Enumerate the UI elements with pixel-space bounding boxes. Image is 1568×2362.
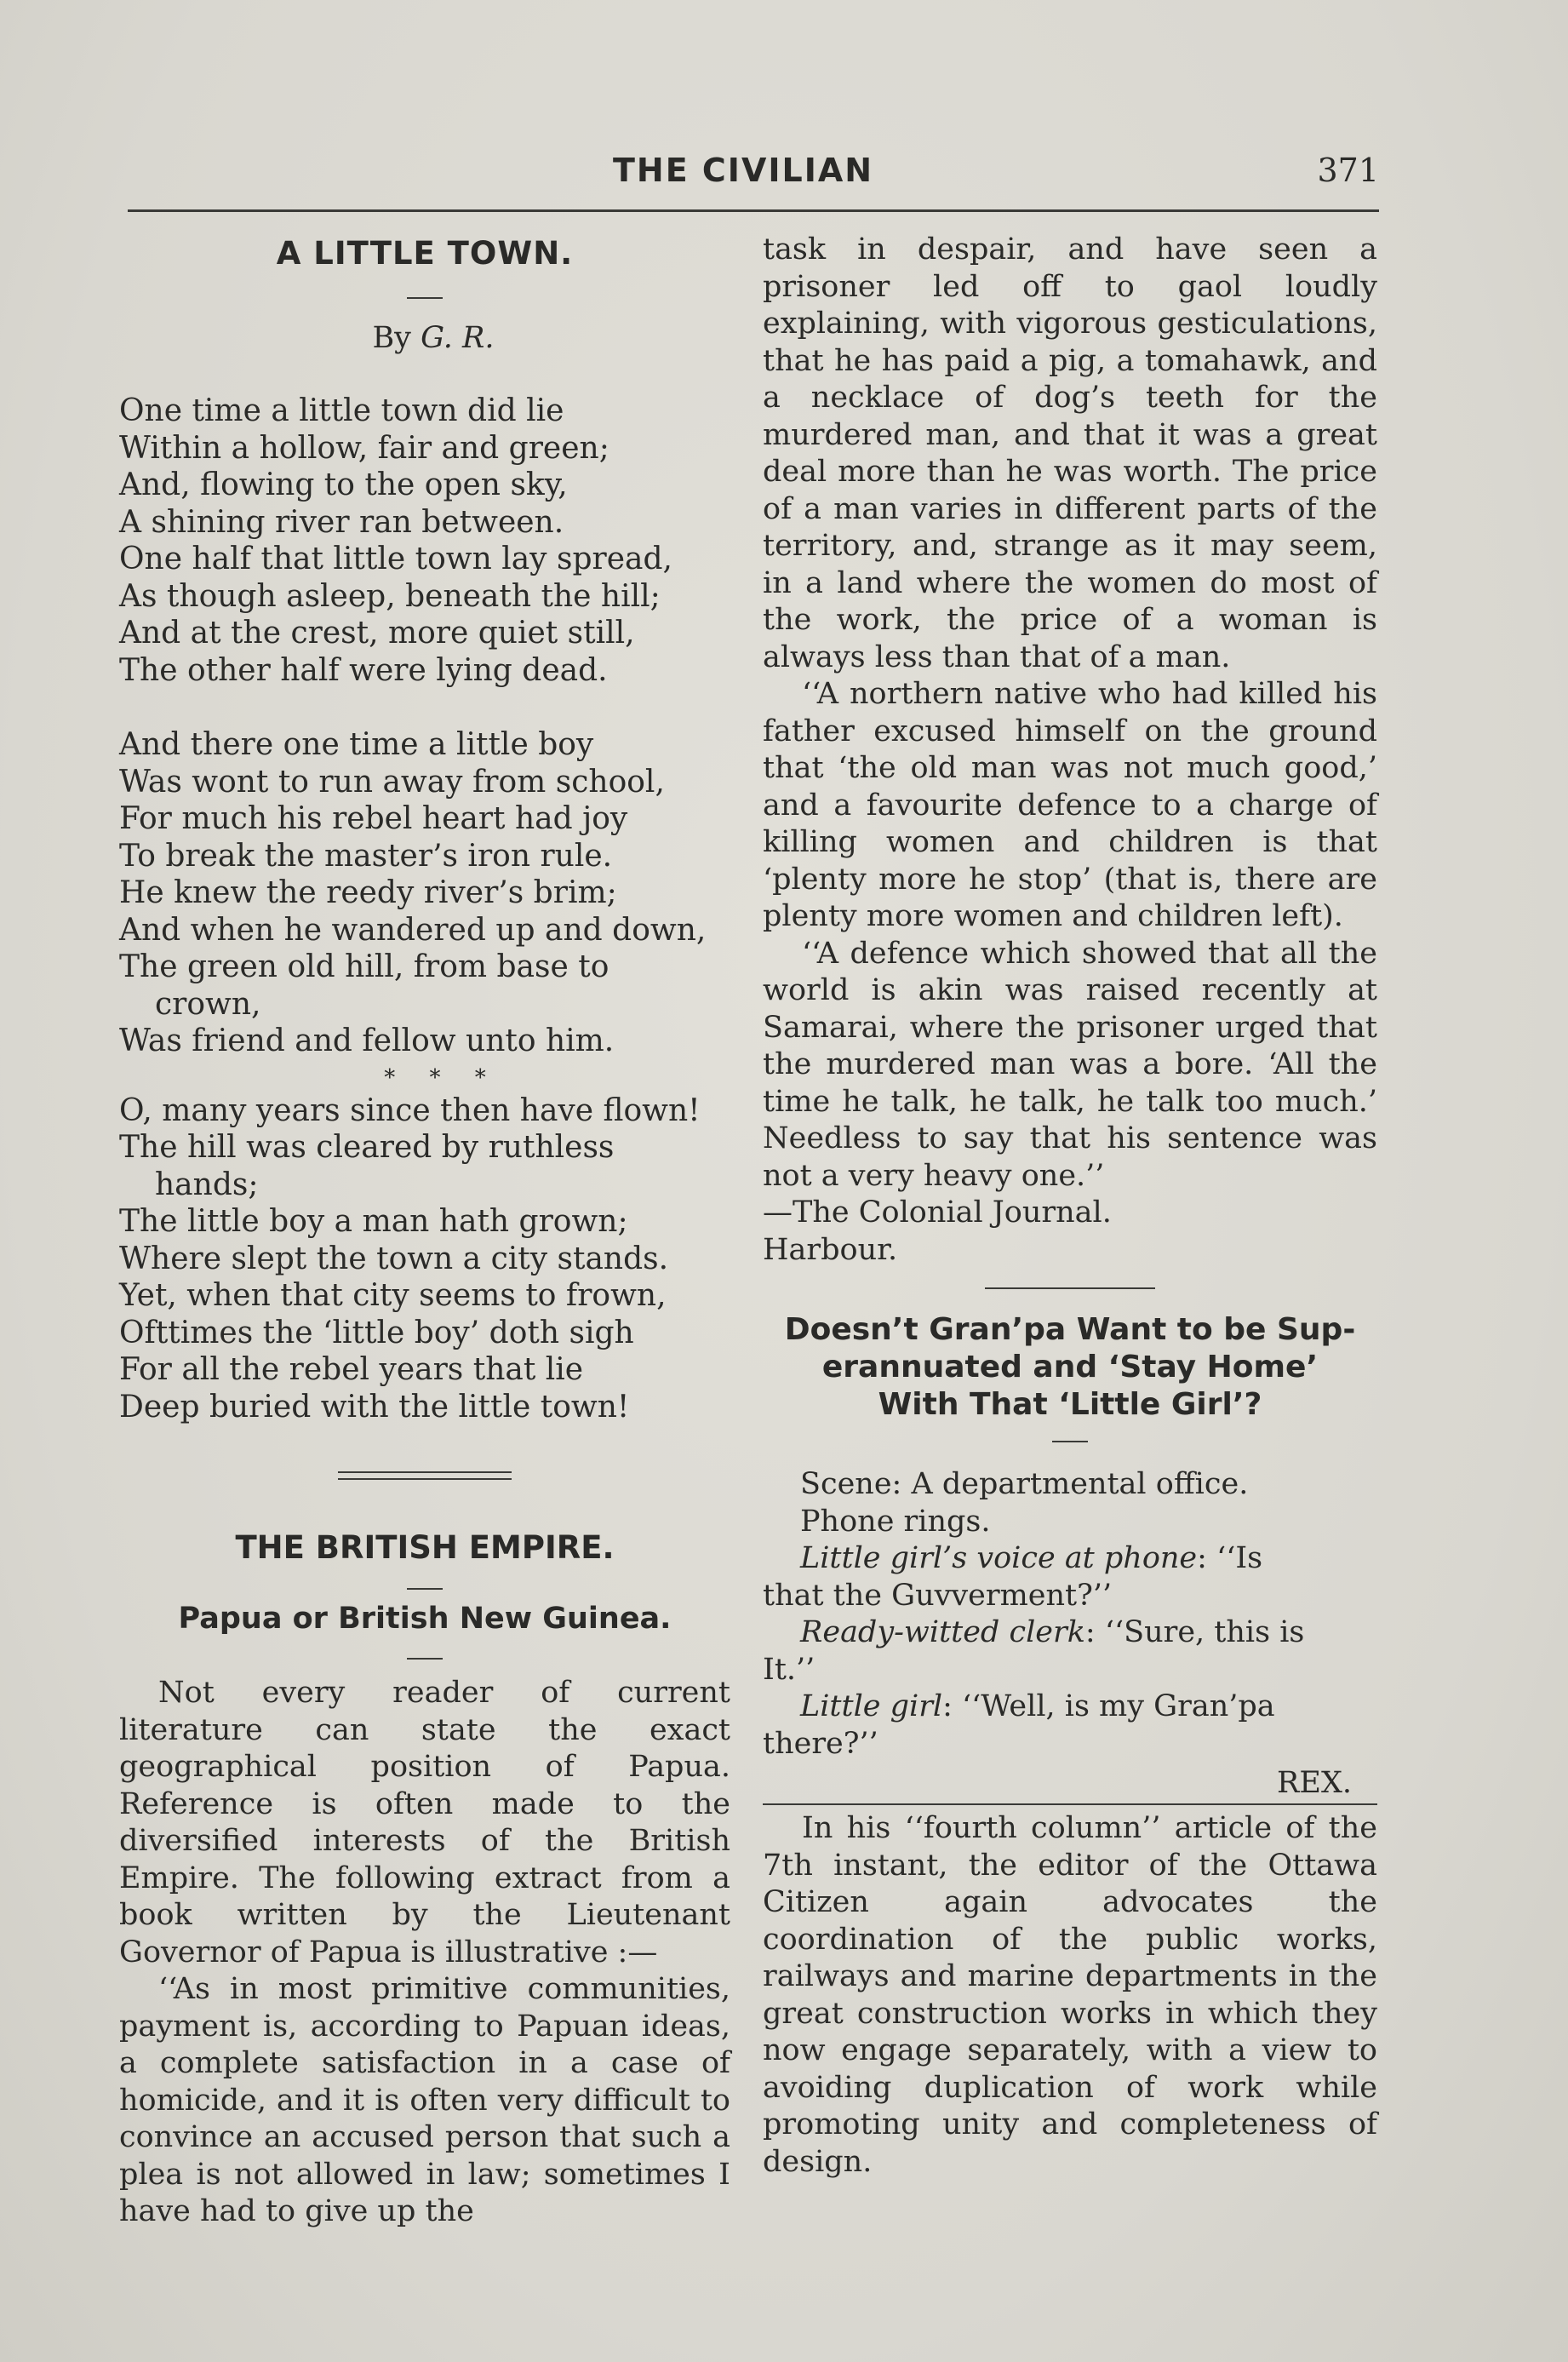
granpa-title-line-1: Doesn’t Gran’pa Want to be Sup-	[784, 1312, 1356, 1347]
granpa-dialogue	[763, 1466, 1377, 1763]
poem-line: Yet, when that city seems to frown,	[119, 1278, 667, 1313]
poem-line: Ofttimes the ‘little boy’ doth sigh	[119, 1315, 634, 1350]
poem-line: Was friend and fellow unto him.	[119, 1023, 615, 1058]
right-column	[763, 232, 1377, 2181]
asterism-divider: * * *	[384, 1064, 500, 1091]
poem-line: hands;	[155, 1167, 259, 1202]
poem-line: He knew the reedy river’s brim;	[119, 875, 617, 910]
scene-line: Scene: A departmental office.	[800, 1467, 1249, 1501]
clerk-label: Ready-witted clerk	[800, 1615, 1085, 1649]
poem-line: Where slept the town a city stands.	[119, 1241, 669, 1276]
running-title: THE CIVILIAN	[613, 152, 874, 189]
granpa-title-rule	[1052, 1441, 1088, 1442]
poem-line: Deep buried with the little town!	[119, 1389, 630, 1425]
poem-line: crown,	[155, 986, 261, 1022]
girl-label-2: Little girl	[800, 1689, 943, 1723]
running-head	[128, 152, 1379, 192]
poem-stanza-2	[119, 726, 730, 1060]
poem-line: As though asleep, beneath the hill;	[119, 578, 661, 614]
byline-prefix: By	[372, 321, 411, 355]
poem-byline	[119, 321, 730, 355]
poem-line: For all the rebel years that lie	[119, 1352, 584, 1387]
empire-source: —The Colonial Journal.	[763, 1195, 1112, 1230]
girl-line-1	[800, 1540, 1377, 1578]
signature-rule	[763, 1803, 1377, 1805]
empire-place: Harbour.	[763, 1232, 898, 1267]
poem-line: Was wont to run away from school,	[119, 764, 665, 800]
poem-line: And when he wandered up and down,	[119, 912, 707, 948]
poem-line: One time a little town did lie	[119, 393, 564, 428]
poem-line: The green old hill, from base to	[119, 949, 609, 984]
article-divider	[985, 1287, 1155, 1289]
girl-line-2b: there?’’	[763, 1726, 878, 1761]
poem-line: The hill was cleared by ruthless	[119, 1130, 615, 1165]
phone-line: Phone rings.	[800, 1504, 991, 1539]
poem-line: To break the master’s iron rule.	[119, 838, 613, 874]
poem-line: For much his rebel heart had joy	[119, 801, 628, 836]
empire-para-2-left: ‘‘As in most primitive communities, payment is, according to Papuan ideas, a complete satisfaction in a case of homicide, and it is often very difficult to convince an accused person that such a plea is not allowed in law; sometimes I have had to give up the	[119, 1972, 730, 2228]
byline-author: G. R.	[421, 321, 495, 355]
poem-stanza-3	[119, 1092, 730, 1426]
granpa-title-line-2: erannuated and ‘Stay Home’	[821, 1350, 1319, 1385]
empire-title-rule	[407, 1588, 443, 1590]
clerk-line	[800, 1614, 1377, 1652]
girl-line-1b: that the Guvverment?’’	[763, 1578, 1113, 1613]
poem-stanza-1	[119, 393, 730, 689]
girl-text-1: : ‘‘Is	[1197, 1541, 1263, 1575]
poem-title: A LITTLE TOWN.	[276, 235, 574, 272]
girl-label-1: Little girl’s voice at phone	[800, 1541, 1198, 1575]
poem-line: A shining river ran between.	[119, 504, 564, 540]
title-rule	[407, 297, 443, 299]
granpa-title	[763, 1311, 1377, 1424]
girl-text-2: : ‘‘Well, is my Gran’pa	[942, 1689, 1275, 1723]
clerk-line-b: It.’’	[763, 1652, 815, 1687]
poem-line: One half that little town lay spread,	[119, 542, 672, 576]
poem-line: The other half were lying dead.	[119, 652, 608, 688]
poem-line: And at the crest, more quiet still,	[119, 616, 635, 651]
empire-para-2-right: task in despair, and have seen a prisoner led off to gaol loudly explaining, with vigorous gesticulations, that he has paid a pig, a tomahawk, and a necklace of dog’s teeth for the murdered man, and that it was a great deal more than he was worth. The price of a man varies in different parts of the territory, and, strange as it may seem, in a land where the women do most of the work, the price of a woman is always less than that of a man.	[763, 232, 1377, 674]
signature: REX.	[1277, 1766, 1352, 1800]
header-rule	[128, 209, 1379, 212]
girl-line-2	[800, 1688, 1377, 1726]
empire-title: THE BRITISH EMPIRE.	[235, 1529, 615, 1566]
left-column	[119, 232, 730, 2231]
clerk-text: : ‘‘Sure, this is	[1084, 1615, 1305, 1649]
empire-subtitle-rule	[407, 1658, 443, 1660]
empire-para-3: ‘‘A northern native who had killed his father excused himself on the ground that ‘the old man was not much good,’ and a favourite defence to a charge of killing women and children is that ‘plenty more he stop’ (that is, there are plenty more women and children left).	[763, 677, 1377, 933]
page-number: 371	[1317, 152, 1379, 189]
poem-line: And there one time a little boy	[119, 727, 594, 762]
poem-line: O, many years since then have flown!	[119, 1092, 701, 1128]
section-double-rule	[338, 1471, 512, 1480]
poem-line: The little boy a man hath grown;	[119, 1204, 628, 1239]
granpa-title-line-3: With That ‘Little Girl’?	[878, 1387, 1262, 1422]
poem-line: And, flowing to the open sky,	[119, 467, 568, 502]
citizen-para: In his ‘‘fourth column’’ article of the 7th instant, the editor of the Ottawa Citizen again advocates the coordination of the public works, railways and marine departments in the great construction works in which they now engage separately, with a view to avoiding duplication of work while promoting unity and completeness of design.	[763, 1811, 1377, 2179]
empire-para-4: ‘‘A defence which showed that all the world is akin was raised recently at Samarai, where the prisoner urged that the murdered man was a bore. ‘All the time he talk, he talk, he talk too much.’ Needless to say that his sentence was not a very heavy one.’’	[763, 936, 1377, 1193]
poem-line: Within a hollow, fair and green;	[119, 430, 609, 466]
empire-subtitle: Papua or British New Guinea.	[178, 1602, 672, 1636]
empire-para-1: Not every reader of current literature can state the exact geographical position of Papua. Reference is often made to the diversified interests of the British Empire. The following extract from a book written by the Lieutenant Governor of Papua is illustrative :—	[119, 1676, 730, 1969]
